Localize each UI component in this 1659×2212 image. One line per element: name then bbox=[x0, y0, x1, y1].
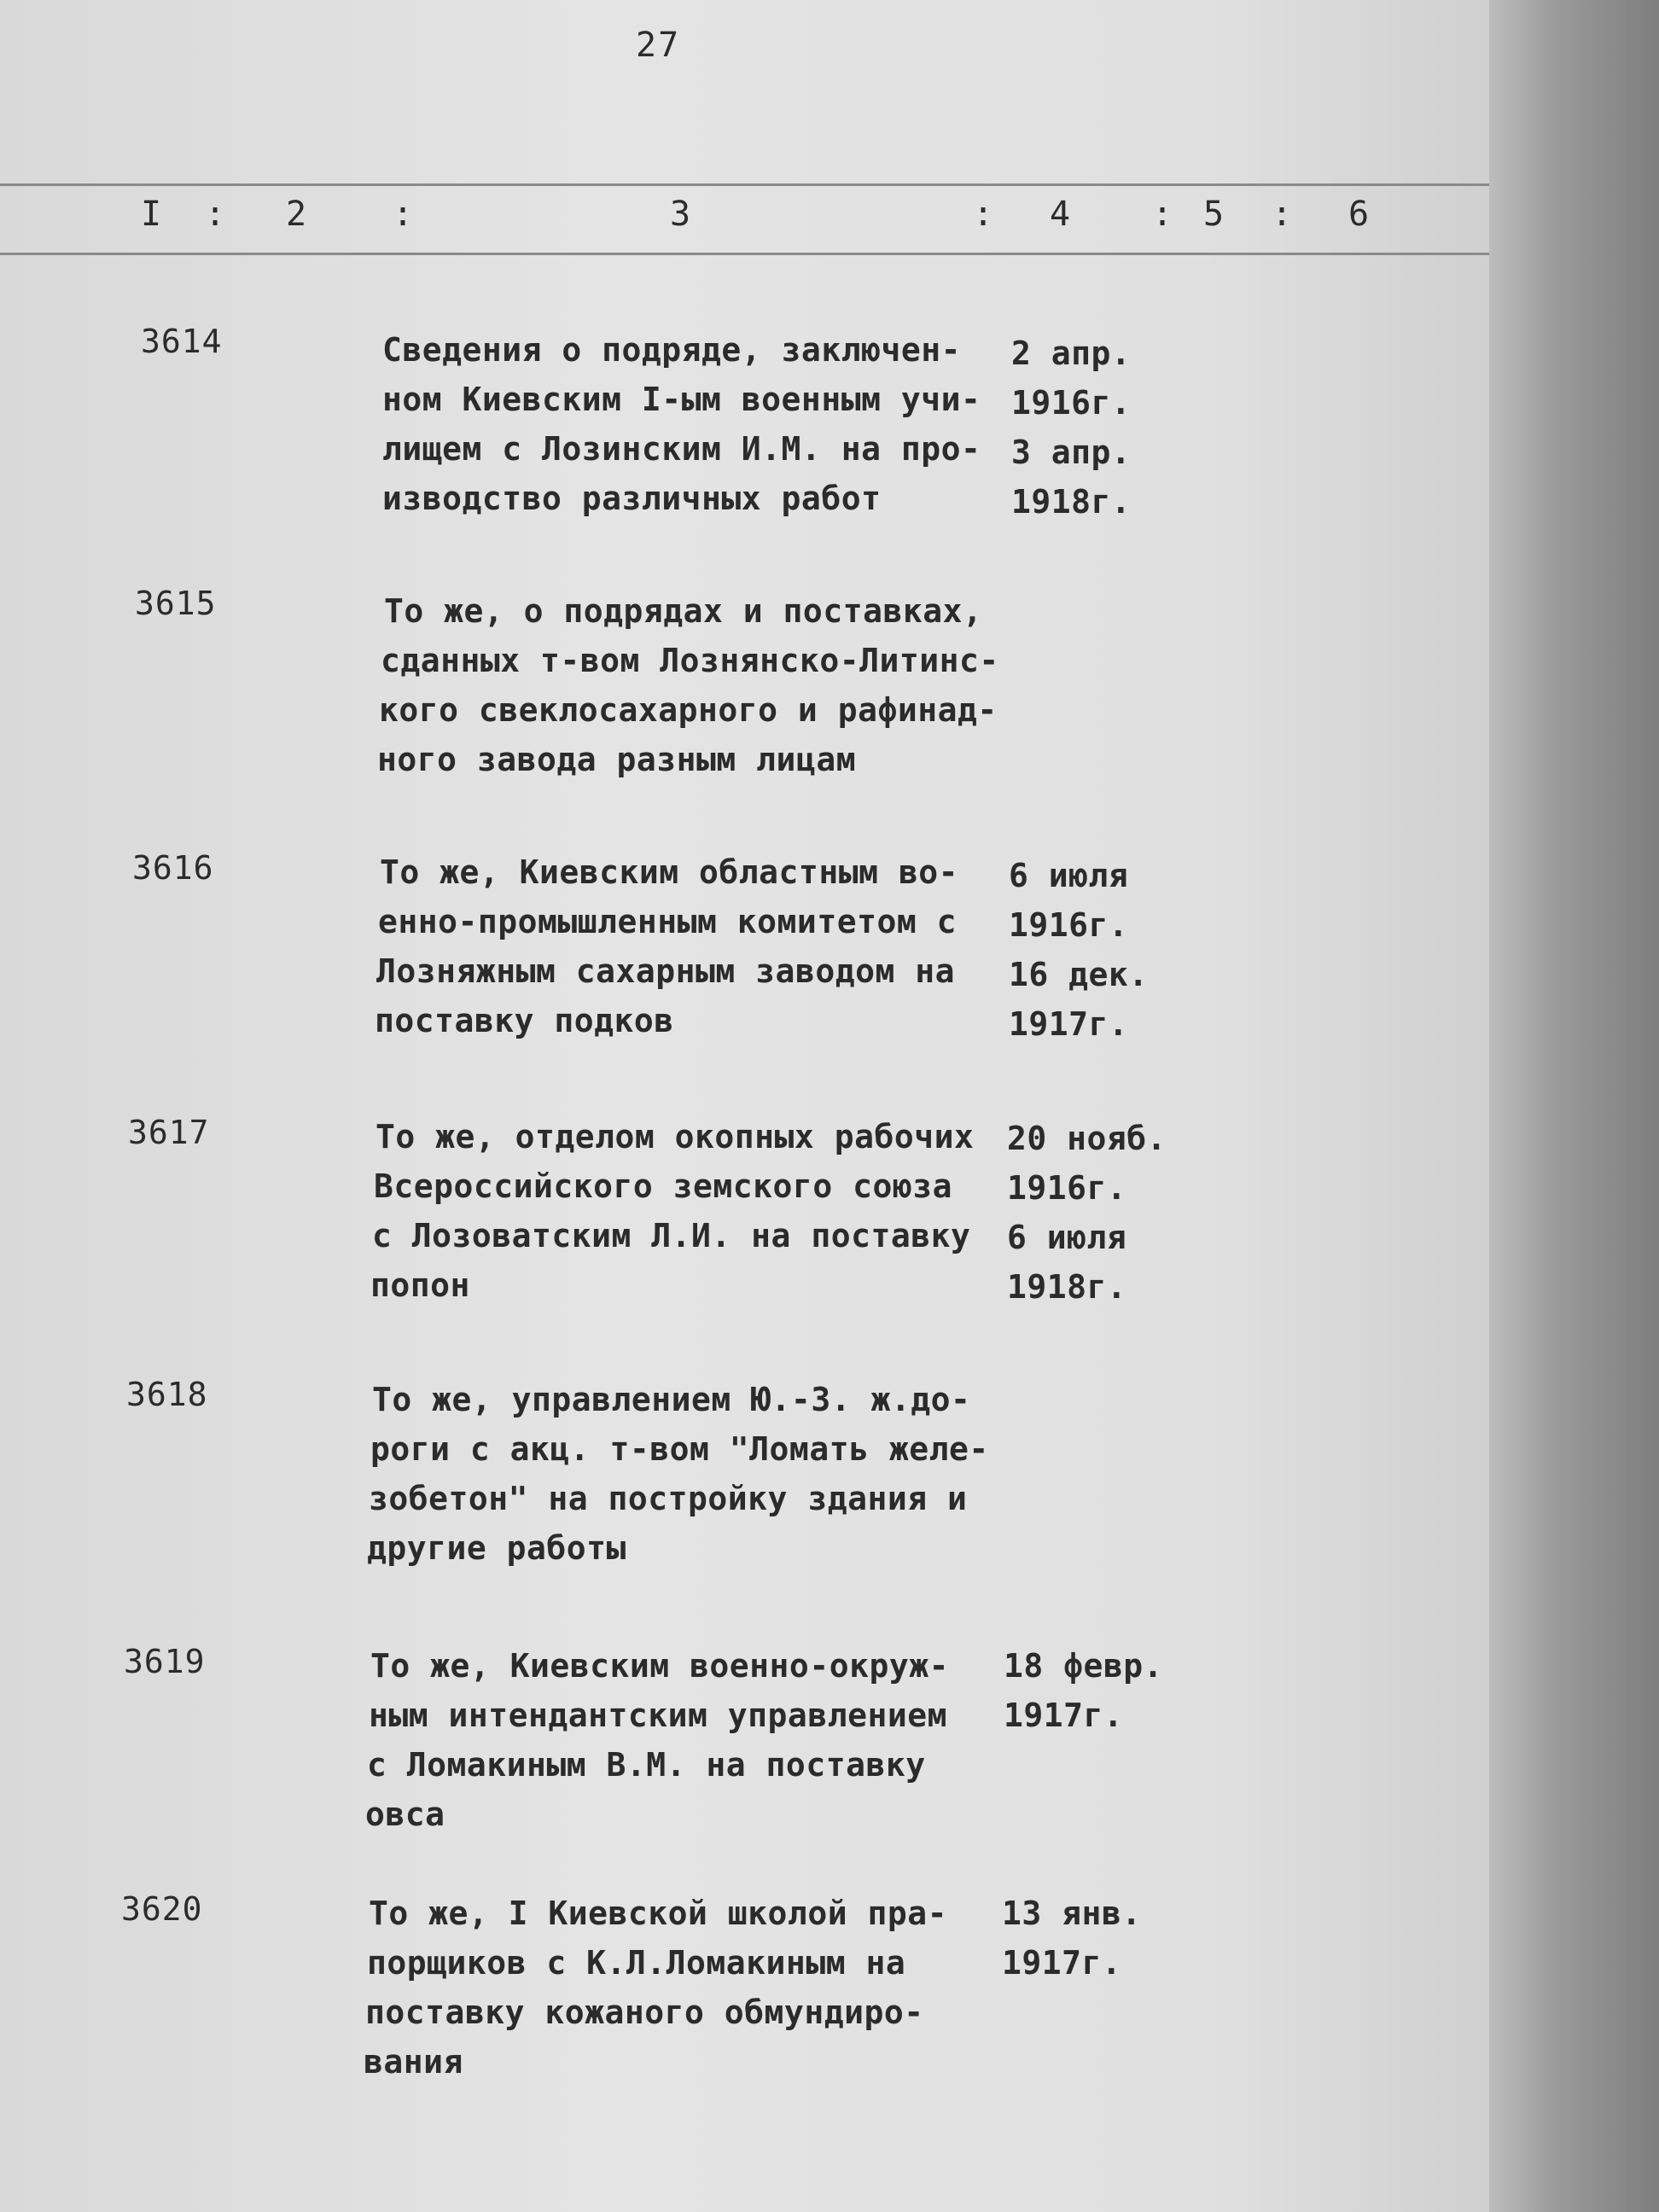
entry-description-line: лищем с Лозинским И.М. на про- bbox=[382, 430, 981, 468]
entry-date: 3 апр. bbox=[1011, 434, 1132, 471]
entry-description-line: Сведения о подряде, заключен- bbox=[382, 331, 961, 369]
column-separator: : bbox=[973, 195, 994, 234]
entry-description-line: Лозняжным сахарным заводом на bbox=[376, 952, 955, 990]
column-header-3: 3 bbox=[670, 195, 691, 234]
entry-description-line: енно-промышленным комитетом с bbox=[378, 903, 957, 940]
entry-date: 1916г. bbox=[1009, 906, 1129, 944]
column-separator: : bbox=[1152, 195, 1173, 234]
page-number: 27 bbox=[636, 26, 681, 65]
entry-description-line: ным интендантским управлением bbox=[369, 1697, 947, 1734]
entry-date: 13 янв. bbox=[1002, 1895, 1142, 1932]
column-header-1: I bbox=[141, 195, 162, 234]
entry-number: 3618 bbox=[126, 1376, 208, 1413]
entry-description-line: поставку кожаного обмундиро- bbox=[365, 1994, 924, 2031]
entry-date: 1916г. bbox=[1007, 1169, 1127, 1207]
entry-description-line: сданных т-вом Лознянско-Литинс- bbox=[381, 642, 999, 679]
entry-number: 3617 bbox=[128, 1114, 210, 1151]
entry-date: 1917г. bbox=[1004, 1697, 1124, 1734]
entry-description-line: изводство различных работ bbox=[382, 480, 882, 517]
entry-description-line: с Лозоватским Л.И. на поставку bbox=[372, 1217, 971, 1254]
entry-description-line: Всероссийского земского союза bbox=[374, 1167, 952, 1205]
entry-number: 3619 bbox=[124, 1643, 206, 1680]
entry-description-line: То же, отделом окопных рабочих bbox=[375, 1118, 975, 1155]
entry-number: 3620 bbox=[121, 1890, 203, 1928]
entry-description-line: То же, о подрядах и поставках, bbox=[384, 592, 983, 630]
entry-description-line: роги с акц. т-вом "Ломать желе- bbox=[370, 1430, 989, 1468]
entry-description-line: То же, Киевским военно-окруж- bbox=[370, 1647, 949, 1685]
entry-description-line: поставку подков bbox=[375, 1002, 674, 1039]
entry-date: 20 нояб. bbox=[1007, 1120, 1167, 1157]
entry-description-line: То же, управлением Ю.-З. ж.до- bbox=[372, 1381, 971, 1418]
column-header-2: 2 bbox=[286, 195, 307, 234]
entry-date: 1918г. bbox=[1007, 1268, 1127, 1306]
entry-description-line: с Ломакиным В.М. на поставку bbox=[367, 1746, 926, 1784]
entry-description-line: другие работы bbox=[367, 1529, 626, 1567]
entry-description-line: ного завода разным лицам bbox=[377, 741, 857, 778]
page-edge-shadow bbox=[1489, 0, 1659, 2212]
column-separator: : bbox=[393, 195, 414, 234]
entry-date: 1918г. bbox=[1011, 483, 1132, 521]
column-separator: : bbox=[1272, 195, 1293, 234]
entry-description-line: То же, Киевским областным во- bbox=[380, 853, 958, 891]
entry-date: 16 дек. bbox=[1009, 956, 1149, 993]
entry-date: 2 апр. bbox=[1011, 335, 1132, 372]
entry-description-line: попон bbox=[370, 1266, 470, 1304]
entry-description-line: порщиков с К.Л.Ломакиным на bbox=[367, 1944, 906, 1982]
entry-date: 18 февр. bbox=[1004, 1647, 1164, 1685]
entry-description-line: овса bbox=[365, 1796, 445, 1833]
entry-description-line: вания bbox=[364, 2043, 463, 2081]
entry-date: 1916г. bbox=[1011, 384, 1132, 422]
entry-number: 3616 bbox=[132, 849, 214, 887]
entry-date: 6 июля bbox=[1007, 1219, 1127, 1256]
column-header-6: 6 bbox=[1348, 195, 1370, 234]
column-separator: : bbox=[205, 195, 226, 234]
entry-date: 6 июля bbox=[1009, 857, 1129, 894]
entry-number: 3615 bbox=[135, 585, 217, 622]
entry-date: 1917г. bbox=[1009, 1005, 1129, 1043]
entry-description-line: ном Киевским I-ым военным учи- bbox=[382, 381, 981, 418]
entry-description-line: зобетон" на постройку здания и bbox=[369, 1480, 968, 1517]
column-header-5: 5 bbox=[1203, 195, 1225, 234]
entry-description-line: То же, I Киевской школой пра- bbox=[369, 1895, 947, 1932]
entry-date: 1917г. bbox=[1002, 1944, 1122, 1982]
entry-number: 3614 bbox=[141, 323, 223, 360]
column-header-4: 4 bbox=[1050, 195, 1071, 234]
entry-description-line: кого свеклосахарного и рафинад- bbox=[379, 691, 998, 729]
